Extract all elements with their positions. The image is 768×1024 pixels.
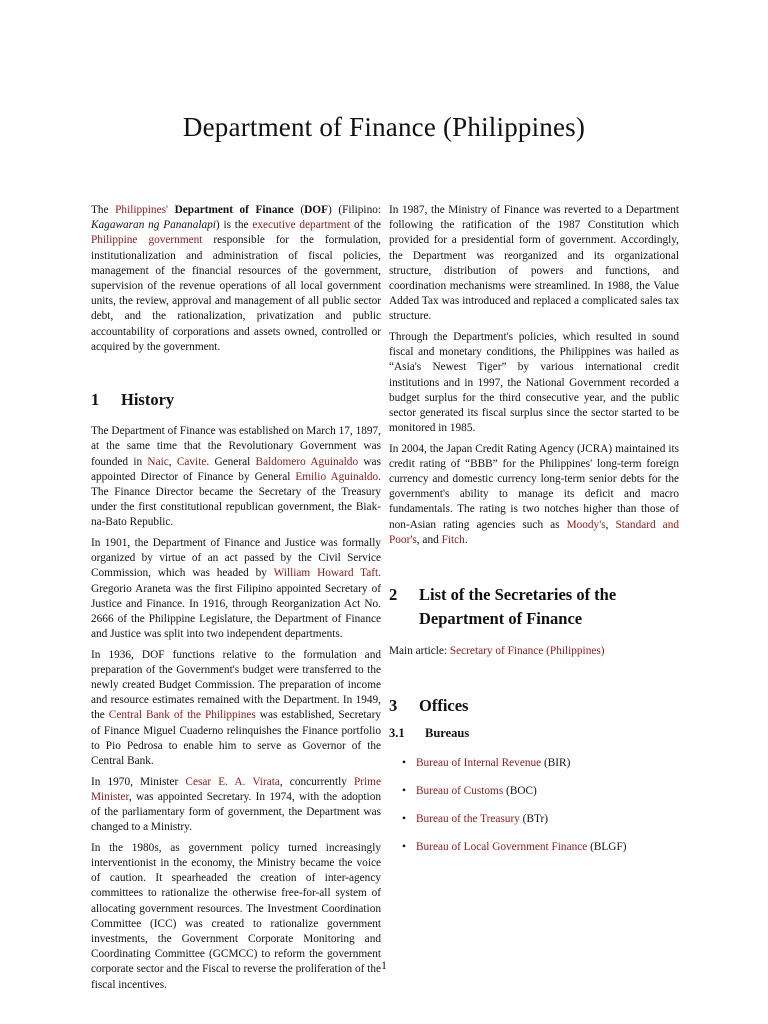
text: Main article: — [389, 645, 450, 658]
link-standard-and-poors[interactable]: Standard and Poor's — [389, 518, 679, 546]
text: In 1936, DOF functions relative to the formulation and preparation of the Government's budget were transferred to the newly created Budget Commission. The preparation of income and resource estimates remained with the Department. In 1949, the — [91, 648, 381, 722]
left-column — [91, 203, 381, 998]
text: ) is the — [215, 219, 253, 232]
page-number: 1 — [381, 960, 387, 972]
text: , concurrently — [279, 775, 354, 788]
history-paragraph-3 — [91, 648, 381, 770]
text: ( — [293, 204, 305, 216]
link-central-bank[interactable]: Central Bank of the Philippines — [108, 709, 256, 722]
section-number: 1 — [91, 390, 100, 410]
text: , — [605, 518, 616, 531]
list-item — [389, 840, 679, 868]
subsection-heading-bureaus — [389, 726, 679, 741]
bureau-abbr: (BTr) — [519, 813, 549, 826]
text: . The Finance Director became the Secretary of the Treasury under the first constitutional republican government, the Biak-na-Bato Republic. — [91, 470, 381, 529]
link-prime-minister[interactable]: Prime Minister — [91, 775, 381, 803]
bold-abbr: DOF — [304, 204, 328, 216]
text: responsible for the formulation, institutionalization and administration of fiscal policies, management of the financial resources of the government, supervision of the revenue operations of all local government units, the review, approval and management of all public sector debt, and the rationalization, privatization and public accountability of corporations and assets owned, controlled or acquired by the government. — [91, 234, 381, 353]
history-paragraph-6: In 1987, the Ministry of Finance was reverted to a Department following the ratification of the 1987 Constitution which provided for a presidential form of government. Accordingly, the Department was reorganized and its organizational structure, distribution of powers and functions, and coordination mechanisms were streamlined. In 1988, the Value Added Tax was introduced and replaced a complicated sales tax structure. — [389, 204, 679, 323]
section-heading-history — [91, 390, 381, 410]
bureau-abbr: (BLGF) — [587, 841, 627, 854]
bureaus-list — [389, 756, 679, 868]
link-bureau[interactable]: Bureau of Internal Revenue — [416, 757, 542, 770]
link-cavite[interactable]: Cavite — [176, 455, 207, 468]
link-emilio-aguinaldo[interactable]: Emilio Aguinaldo — [295, 470, 379, 483]
list-item — [389, 784, 679, 812]
link-philippine-government[interactable]: Philippine government — [91, 234, 203, 247]
text: , was appointed Secretary. In 1974, with the adoption of the parliamentary form of government, the Department was changed to a Ministry. — [91, 790, 381, 834]
history-paragraph-2 — [91, 536, 381, 642]
link-cesar-virata[interactable]: Cesar E. A. Virata — [185, 775, 280, 788]
text: , — [168, 455, 177, 468]
text: In 2004, the Japan Credit Rating Agency (JCRA) maintained its credit rating of “BBB” for the Philippines' long-term foreign currency and domestic currency long-term senior debts for the government's ability to manage its deficit and macro fundamentals. The rating is two notches higher than those of non-Asian rating agencies such as — [389, 442, 679, 531]
bureau-abbr: (BOC) — [503, 785, 537, 798]
list-item — [389, 756, 679, 784]
text: . General — [206, 455, 256, 468]
text: ) (Filipino: — [328, 204, 382, 216]
history-paragraph-1 — [91, 424, 381, 530]
section-title: History — [121, 390, 175, 410]
history-paragraph-4 — [91, 775, 381, 836]
history-paragraph-5: In the 1980s, as government policy turned increasingly interventionist in the economy, the Ministry became the voice of caution. It spearheaded the creation of inter-agency committees to rationalize the otherwise free-for-all system of allocating government resources. The Investment Coordination Committee (ICC) was created to rationalize government investments, the Government Corporate Monitoring and Coordinating Committee (GCMCC) to reform the government corporate sector and the Fiscal to reverse the proliferation of the fiscal incentives. — [91, 841, 381, 991]
bureau-abbr: (BIR) — [541, 757, 571, 770]
text: of the — [350, 219, 381, 232]
section-number: 2 — [389, 585, 398, 605]
link-moodys[interactable]: Moody's — [566, 518, 606, 531]
text: . — [464, 533, 468, 546]
text: was established, Secretary of Finance Miguel Cuaderno relinquishes the Finance portfolio to Pio Pedrosa to enable him to serve as Governor of the Central Bank. — [91, 709, 381, 768]
link-executive-department[interactable]: executive department — [252, 219, 351, 232]
link-bureau[interactable]: Bureau of Customs — [416, 785, 504, 798]
link-william-howard-taft[interactable]: William Howard Taft — [273, 567, 379, 580]
history-paragraph-8 — [389, 442, 679, 548]
page-title: Department of Finance (Philippines) — [182, 112, 586, 142]
subsection-number: 3.1 — [389, 726, 405, 741]
intro-paragraph — [91, 203, 381, 355]
section-heading-secretaries — [389, 583, 679, 631]
text: , and — [416, 533, 442, 546]
main-article-note — [389, 644, 679, 659]
text: In 1970, Minister — [91, 775, 186, 788]
text: In 1901, the Department of Finance and Justice was formally organized by virtue of an act passed by the Civil Service Commission, which was headed by — [91, 536, 381, 580]
section-title: List of the Secretaries of the Department of Finance — [419, 585, 617, 629]
link-bureau[interactable]: Bureau of Local Government Finance — [416, 841, 588, 854]
link-baldomero-aguinaldo[interactable]: Baldomero Aguinaldo — [255, 455, 359, 468]
section-number: 3 — [389, 695, 398, 715]
text — [168, 204, 175, 216]
section-title: Offices — [419, 695, 469, 715]
italic-term: Kagawaran ng Pananalapi — [91, 219, 216, 232]
list-item — [389, 812, 679, 840]
link-naic[interactable]: Naic — [147, 455, 169, 468]
text: . Gregorio Araneta was the first Filipino appointed Secretary of Justice and Finance. In 1916, through Reorganization Act No. 2666 of the Philippine Legislature, the Department of Finance and Justice was split into two independent departments. — [91, 567, 381, 641]
history-paragraph-7: Through the Department's policies, which resulted in sound fiscal and monetary conditions, the Philippines was hailed as “Asia's Newest Tiger” by various international credit institutions and in 1997, the National Government recorded a budget surplus for the third consecutive year, and the public sector generated its fiscal surplus since the sector started to be monitored in 1985. — [389, 330, 679, 435]
bold-term: Department of Finance — [174, 204, 294, 216]
subsection-title: Bureaus — [425, 726, 470, 741]
link-philippines[interactable]: Philippines' — [115, 204, 169, 216]
right-column — [389, 203, 679, 868]
text: was appointed Director of Finance by General — [91, 455, 381, 483]
section-heading-offices — [389, 695, 679, 715]
link-bureau[interactable]: Bureau of the Treasury — [416, 813, 520, 826]
text: The — [91, 204, 116, 216]
text: The Department of Finance was established on March 17, 1897, at the same time that the Revolutionary Government was founded in — [91, 425, 381, 468]
link-secretary-of-finance[interactable]: Secretary of Finance (Philippines) — [449, 645, 605, 658]
link-fitch[interactable]: Fitch — [441, 533, 465, 546]
